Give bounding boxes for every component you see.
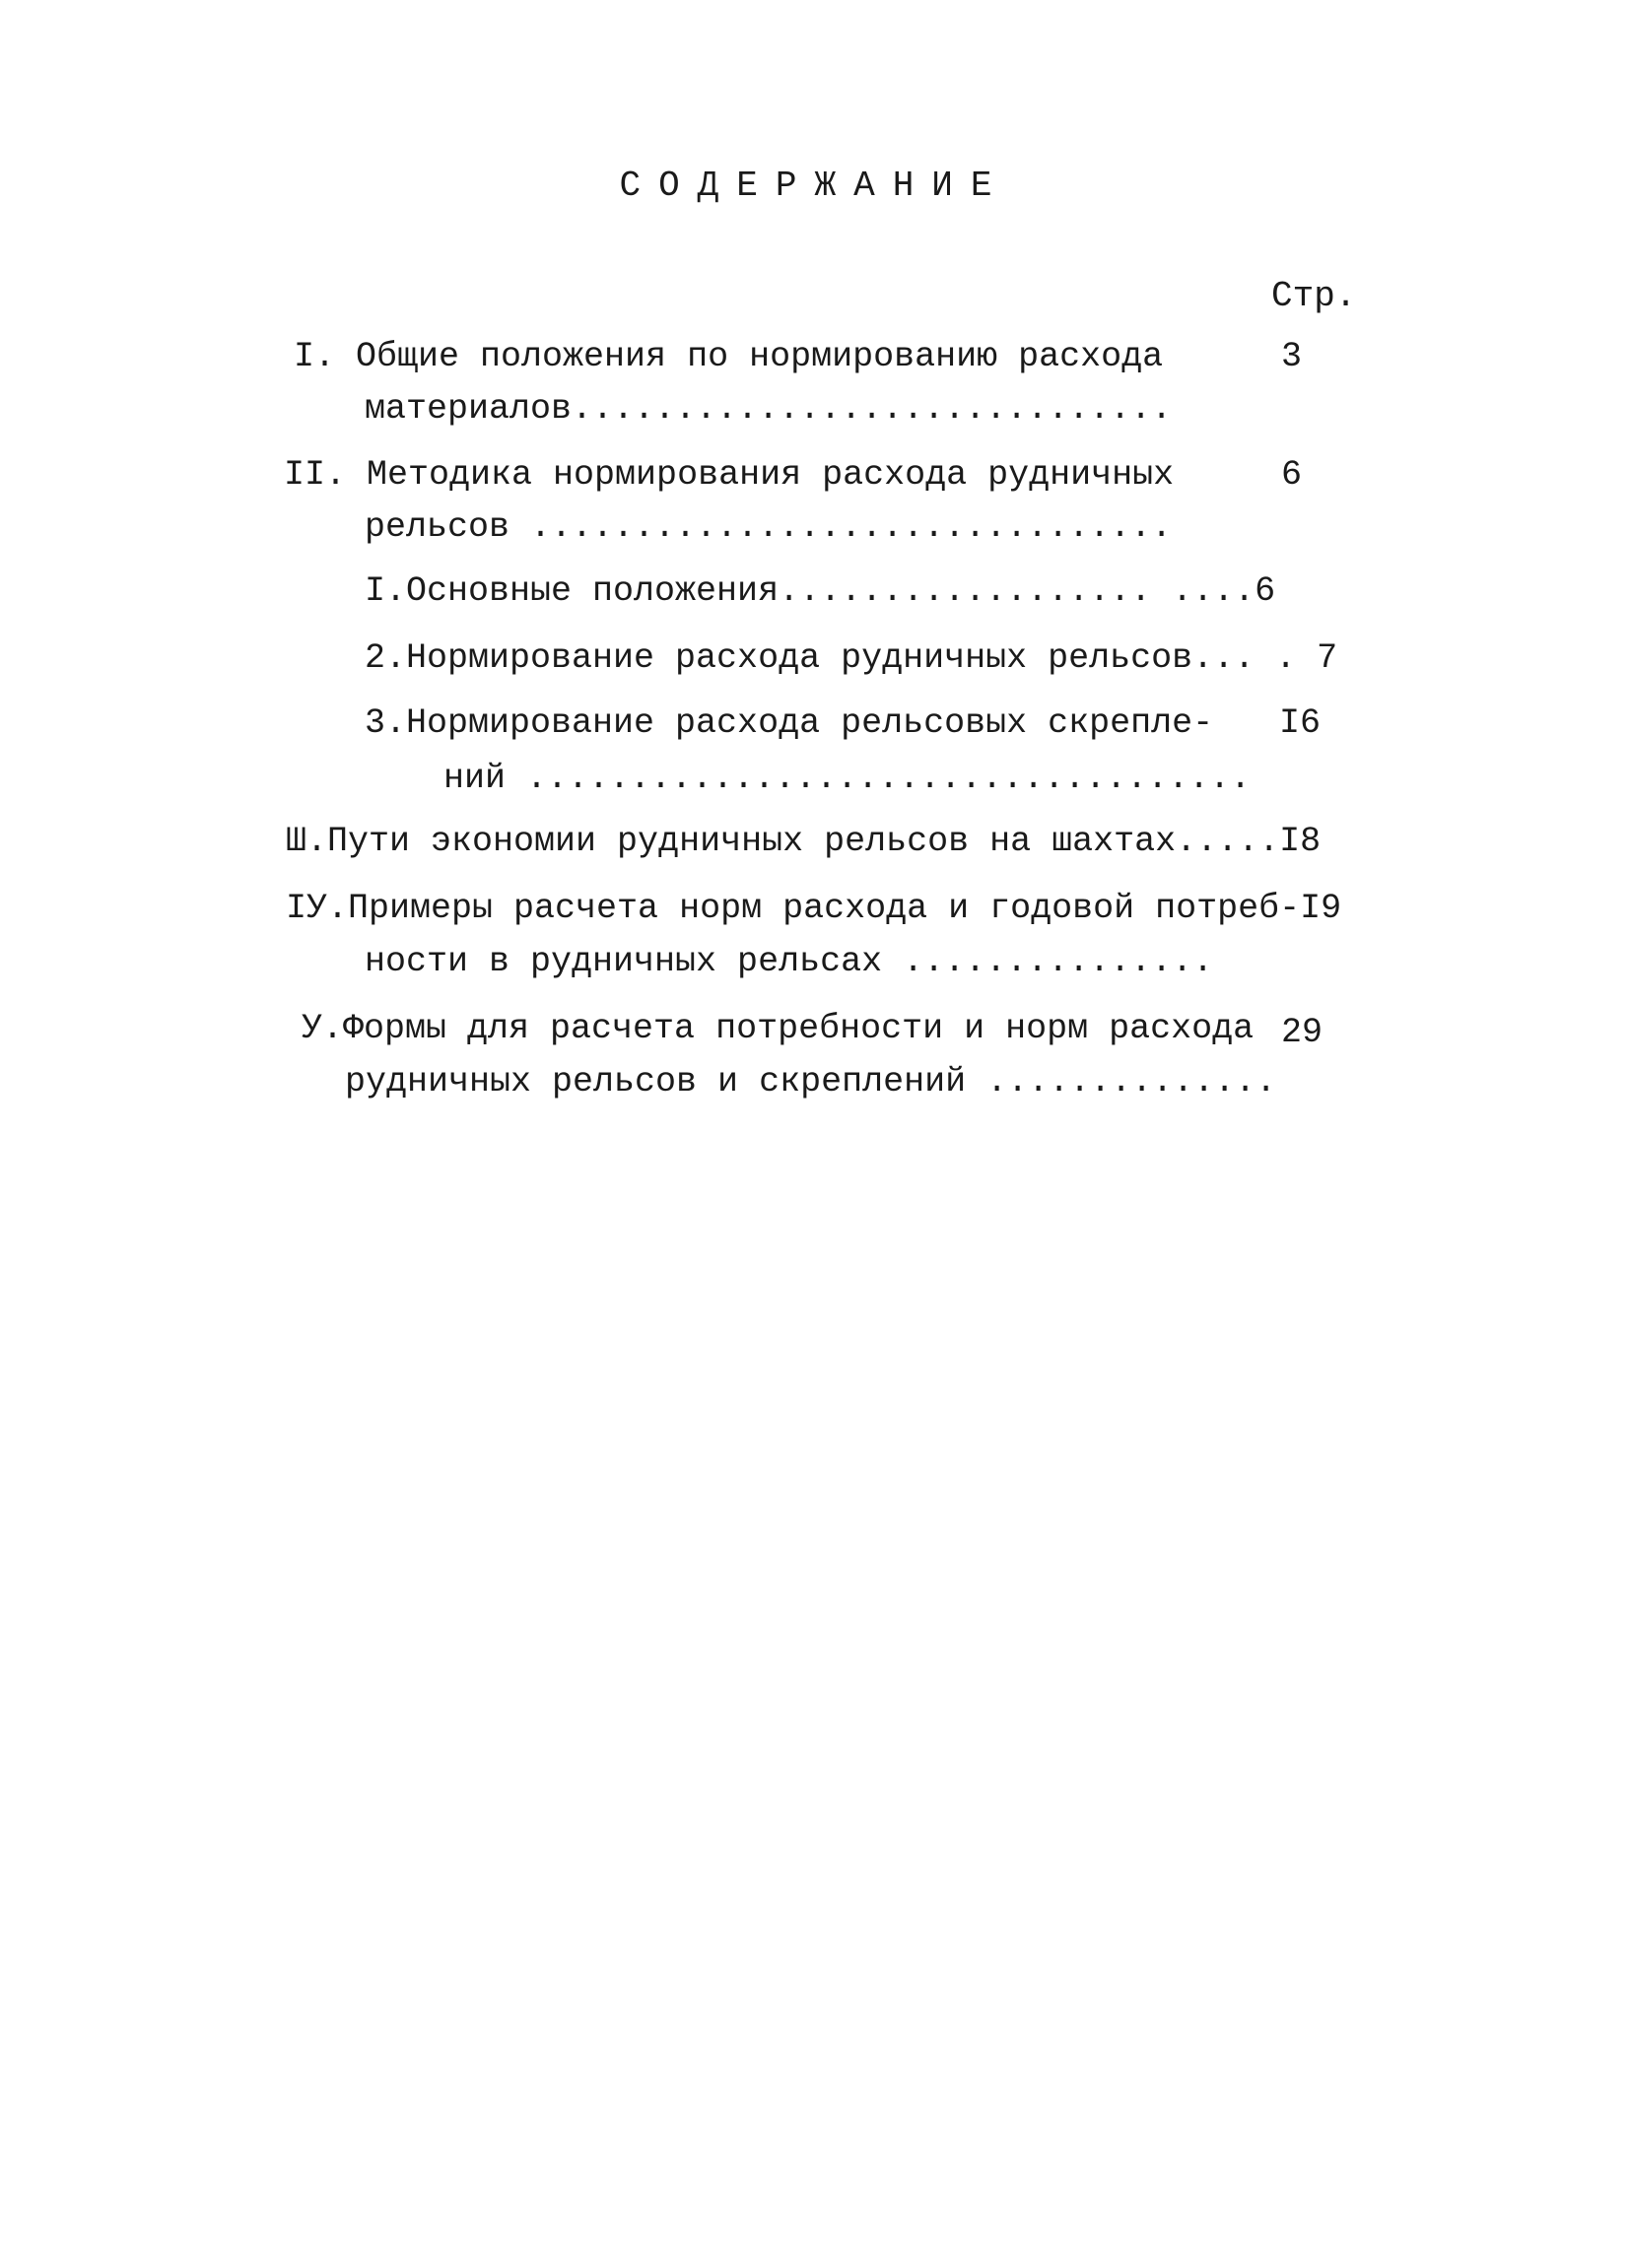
- toc-subentry-2: 2.Нормирование расхода рудничных рельсов... . 7: [365, 638, 1338, 678]
- toc-subentry-3-page: I6: [1279, 703, 1322, 743]
- toc-entry-2-line-1: II. Методика нормирования расхода рудничных: [284, 455, 1175, 495]
- toc-subentry-1: I.Основные положения.................. ....6: [365, 571, 1276, 611]
- page-column-label: Стр.: [1271, 276, 1357, 316]
- document-title: СОДЕРЖАНИЕ: [619, 166, 1010, 206]
- toc-entry-3: Ш.Пути экономии рудничных рельсов на шахтах.....I8: [286, 822, 1322, 861]
- toc-entry-1-page: 3: [1281, 337, 1303, 376]
- toc-entry-2-line-2: рельсов ...............................: [365, 507, 1173, 547]
- toc-entry-5-line-1: У.Формы для расчета потребности и норм расхода: [302, 1009, 1255, 1048]
- toc-entry-4-line-1: IУ.Примеры расчета норм расхода и годовой потреб-I9: [286, 889, 1342, 928]
- toc-subentry-3-line-1: 3.Нормирование расхода рельсовых скрепле-: [365, 703, 1214, 743]
- toc-entry-5-line-2: рудничных рельсов и скреплений ..............: [345, 1062, 1277, 1101]
- toc-subentry-3-line-2: ний ...................................: [443, 759, 1252, 798]
- toc-entry-2-page: 6: [1281, 455, 1303, 495]
- toc-entry-1-line-2: материалов.............................: [365, 389, 1173, 429]
- toc-entry-5-page: 29: [1281, 1013, 1324, 1052]
- toc-entry-1-line-1: I. Общие положения по нормированию расхода: [294, 337, 1164, 376]
- toc-entry-4-line-2: ности в рудничных рельсах ...............: [365, 942, 1214, 981]
